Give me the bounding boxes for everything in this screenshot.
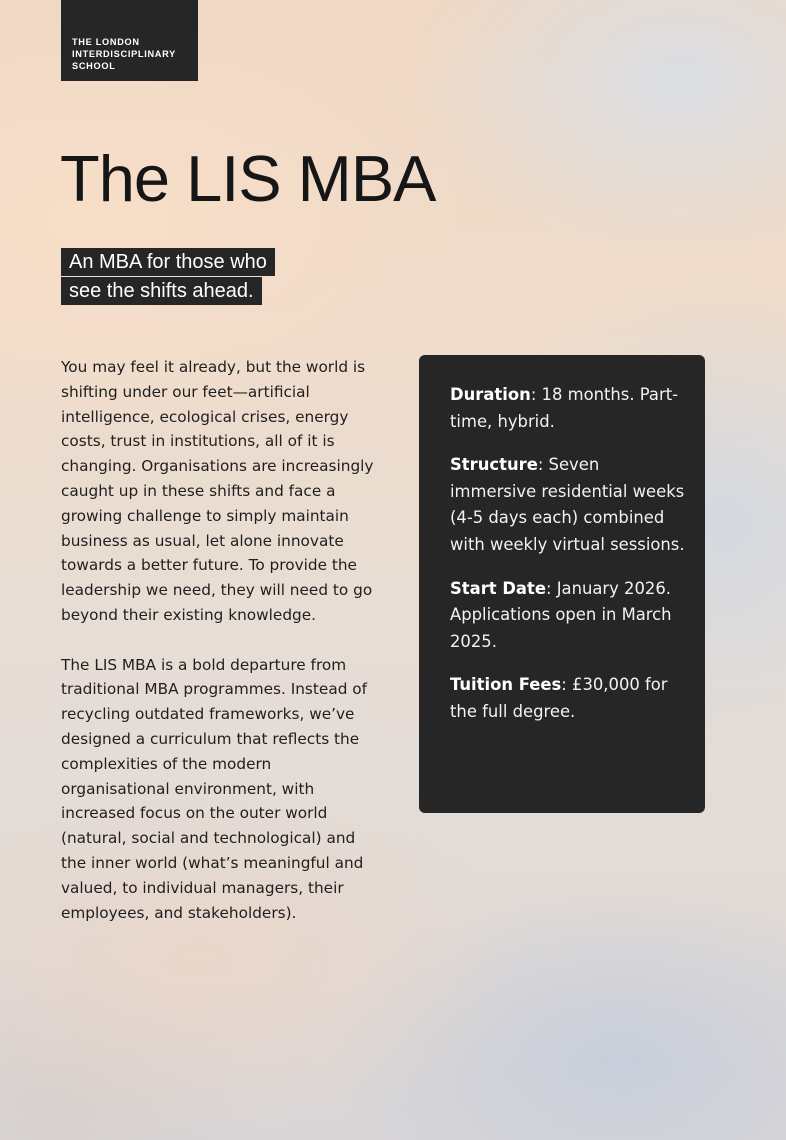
info-item-start-date bbox=[450, 576, 685, 656]
logo-line: SCHOOL bbox=[72, 61, 116, 71]
info-separator: : bbox=[530, 385, 542, 404]
info-label: Duration bbox=[450, 385, 531, 404]
info-separator: : bbox=[561, 675, 573, 695]
logo-line: INTERDISCIPLINARY bbox=[72, 49, 176, 59]
tagline bbox=[61, 248, 381, 306]
info-value: 18 months. Part-time, hybrid. bbox=[450, 385, 679, 431]
info-separator: : bbox=[537, 455, 549, 475]
tagline-line: An MBA for those who bbox=[61, 248, 275, 276]
info-value: Seven immersive residential weeks (4-5 days each) combined with weekly virtual sessions. bbox=[450, 455, 685, 554]
school-logo bbox=[61, 0, 198, 81]
info-value: £30,000 for the full degree. bbox=[450, 675, 668, 721]
info-item-tuition-fees bbox=[450, 672, 685, 725]
info-label: Start Date bbox=[450, 578, 546, 598]
info-label: Tuition Fees bbox=[450, 675, 562, 695]
info-label: Structure bbox=[450, 455, 538, 475]
programme-info-card bbox=[419, 355, 705, 813]
info-separator: : bbox=[545, 578, 557, 598]
tagline-line: see the shifts ahead. bbox=[61, 277, 262, 305]
info-value: January 2026. Applications open in March 2025. bbox=[450, 578, 672, 651]
page-title: The LIS MBA bbox=[60, 142, 436, 215]
info-item-structure bbox=[450, 452, 685, 558]
logo-line: THE LONDON bbox=[72, 37, 140, 47]
intro-paragraph: You may feel it already, but the world is shifting under our feet—artificial intelligence, ecological crises, energy costs, trust in institutions, all of it is changing. Organisations are increasingly caught up in these shifts and face a growing challenge to simply maintain business as usual, let alone innovate towards a better future. To provide the leadership we need, they will need to go beyond their existing knowledge. bbox=[61, 358, 374, 624]
info-item-duration bbox=[450, 382, 685, 435]
intro-text bbox=[61, 355, 379, 950]
intro-paragraph: The LIS MBA is a bold departure from traditional MBA programmes. Instead of recycling outdated frameworks, we’ve designed a curriculum that reflects the complexities of the modern organisational environment, with increased focus on the outer world (natural, social and technological) and the inner world (what’s meaningful and valued, to individual managers, their employees, and stakeholders). bbox=[61, 655, 368, 922]
